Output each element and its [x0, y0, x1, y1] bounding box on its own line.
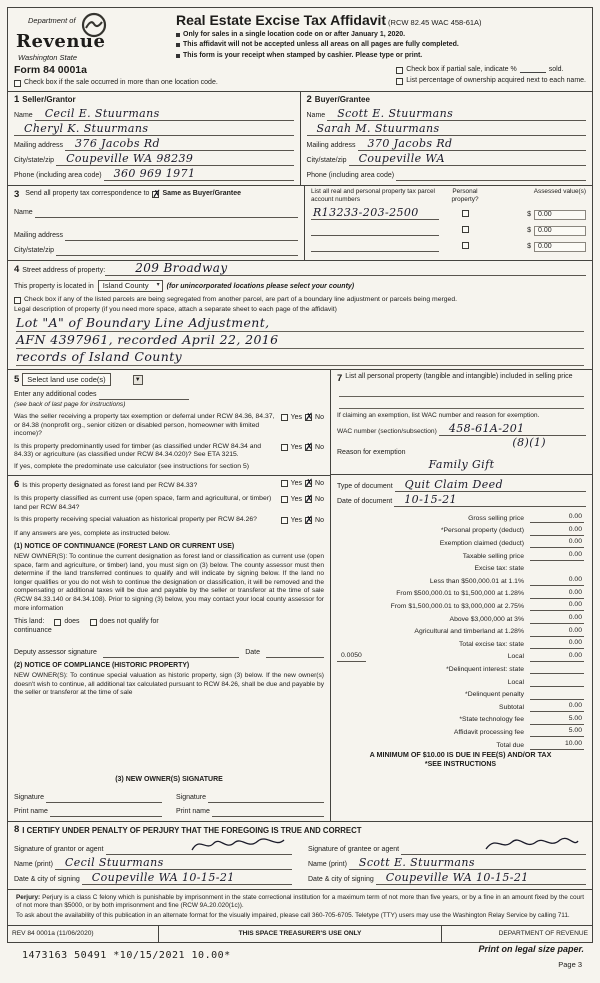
grantee-signature-block — [308, 836, 586, 885]
perjury-lead: Perjury: — [16, 893, 41, 901]
multi-location-checkbox[interactable] — [14, 80, 21, 87]
seller-name-1: Cecil E. Stuurmans — [44, 106, 160, 120]
buyer-name-label: Name — [306, 111, 326, 119]
affidavit-form — [7, 7, 593, 943]
assessed-value-header: Assessed value(s) — [533, 187, 586, 195]
grantee-signature-label: Signature of grantee or agent — [308, 845, 400, 853]
does-checkbox[interactable] — [54, 619, 61, 626]
parcel-row — [311, 223, 586, 236]
page-number: Page 3 — [558, 960, 582, 969]
type-of-document-value: Quit Claim Deed — [404, 477, 504, 491]
same-as-buyer-checkbox[interactable] — [152, 191, 159, 198]
header-note-2: This affidavit will not be accepted unless all areas on all pages are fully completed. — [183, 41, 459, 49]
tax-row — [337, 588, 584, 599]
if-yes-note: If any answers are yes, complete as instructed below. — [14, 529, 171, 537]
tax-amount-field[interactable] — [530, 677, 584, 687]
header-note-3: This form is your receipt when stamped by cashier. Please type or print. — [183, 51, 423, 59]
notice-1-title: (1) NOTICE OF CONTINUANCE (FOREST LAND OR CURRENT USE) — [14, 542, 235, 550]
tax-amount-field[interactable] — [530, 690, 584, 700]
parcel-number-field[interactable] — [311, 205, 439, 220]
parcel-number-field-3[interactable] — [311, 240, 439, 252]
grantor-signature-label: Signature of grantor or agent — [14, 845, 104, 853]
tax-amount-field[interactable]: 5.00 — [530, 727, 584, 737]
correspondence-parcel-section — [8, 185, 592, 260]
forest-q1-no-checkbox[interactable] — [305, 480, 312, 487]
tax-amount-field[interactable]: 0.00 — [530, 639, 584, 649]
seller-city-label: City/state/zip — [14, 156, 55, 164]
tax-row — [337, 714, 584, 725]
section-4-number: 4 — [14, 263, 20, 275]
street-address-value: 209 Broadway — [135, 260, 228, 275]
partial-sale-percent-field[interactable] — [520, 67, 546, 73]
certification-section — [8, 821, 592, 889]
tax-row-label: From $500,000.01 to $1,500,000 at 1.28% — [396, 590, 524, 598]
corr-mailing-label: Mailing address — [14, 231, 64, 239]
cashier-stamp: 1473163 50491 *10/15/2021 10.00* — [22, 950, 231, 961]
wac-number-label: WAC number (section/subsection) — [337, 427, 437, 435]
tax-amount-field[interactable]: 0.00 — [530, 576, 584, 586]
land-use-section — [8, 370, 330, 476]
this-land-label: This land: — [14, 618, 45, 626]
grantee-printname-value: Scott E. Stuurmans — [358, 855, 475, 869]
tax-amount-field[interactable]: 0.00 — [530, 538, 584, 548]
tax-row — [337, 726, 584, 737]
tax-amount-field[interactable]: 0.00 — [530, 589, 584, 599]
tax-computation-table — [331, 509, 592, 772]
seller-mailing-field[interactable] — [65, 136, 293, 151]
grantor-date-label: Date & city of signing — [14, 875, 80, 883]
parcel-list-header: List all real and personal property tax parcel account numbers — [311, 187, 435, 203]
personal-property-checkbox-1[interactable] — [462, 210, 469, 217]
seller-phone-value: 360 969 1971 — [113, 166, 196, 180]
section-6-number: 6 — [14, 479, 20, 491]
does-label: does — [64, 618, 80, 626]
does-not-label: does not qualify for — [99, 618, 159, 626]
landuse-q2-yes-checkbox[interactable] — [281, 444, 288, 451]
parcel-row — [311, 207, 586, 220]
forest-q1-yes-checkbox[interactable] — [281, 480, 288, 487]
reason-exemption-value: Family Gift — [428, 457, 495, 471]
assessed-value-field-1[interactable]: 0.00 — [534, 210, 586, 220]
legal-description-line-3[interactable] — [16, 349, 584, 366]
treasurer-use-label: THIS SPACE TREASURER'S USE ONLY — [158, 926, 442, 942]
forest-question-2: Is this property classified as current use (open space, farm and agricultural, or timber) land per RCW 84.34? — [14, 495, 272, 511]
tax-row-label: Total excise tax: state — [459, 640, 524, 648]
landuse-question-1: Was the seller receiving a property tax exemption or deferral under RCW 84.36, 84.37, or 84.38 (nonprofit org., senior citizen or disabled person, homeowner with limited income)? — [14, 413, 275, 438]
left-column — [8, 370, 330, 821]
local-rate-field[interactable]: 0.0050 — [337, 652, 366, 662]
tax-row-label: Above $3,000,000 at 3% — [449, 615, 524, 623]
corr-name-label: Name — [14, 208, 33, 216]
form-number: Form 84 0001a — [14, 63, 87, 76]
tax-row — [337, 613, 584, 624]
print-legal-note: Print on legal size paper. — [478, 944, 584, 954]
additional-codes-label: Enter any additional codes — [14, 391, 97, 399]
yes-label: Yes — [290, 496, 303, 504]
rev-number: REV 84 0001a (11/06/2020) — [12, 929, 94, 937]
grantor-signature-field[interactable] — [106, 843, 292, 855]
additional-codes-field[interactable] — [99, 388, 189, 400]
grantor-printname-field[interactable] — [55, 855, 292, 870]
continuance-label: continuance — [14, 626, 52, 634]
grantor-signature-icon — [190, 834, 286, 854]
forest-q2-yes-checkbox[interactable] — [281, 496, 288, 503]
same-as-buyer-label: Same as Buyer/Grantee — [162, 190, 242, 198]
forest-land-section — [8, 475, 330, 820]
partial-sale-label: Check box if partial sale, indicate % — [406, 65, 517, 73]
personal-property-line-2[interactable] — [339, 397, 584, 409]
buyer-city-label: City/state/zip — [306, 156, 347, 164]
grantor-printname-label: Name (print) — [14, 860, 53, 868]
type-of-document-label: Type of document — [337, 482, 393, 490]
buyer-title: Buyer/Grantee — [314, 94, 370, 104]
tax-row-label: Affidavit processing fee — [453, 728, 524, 736]
tax-row-label: *Delinquent penalty — [465, 691, 524, 699]
new-owner-printname-label-2: Print name — [176, 808, 210, 816]
tax-amount-field[interactable]: 0.00 — [530, 702, 584, 712]
dollar-sign: $ — [527, 226, 531, 234]
personal-property-section — [331, 370, 592, 474]
tax-row — [337, 563, 584, 574]
dollar-sign: $ — [527, 242, 531, 250]
buyer-mailing-label: Mailing address — [306, 141, 356, 149]
buyer-name-1: Scott E. Stuurmans — [337, 106, 454, 120]
tax-row — [337, 739, 584, 750]
tax-amount-spacer — [530, 564, 584, 574]
accessibility-note: To ask about the availability of this publication in an alternate format for the visually impaired, please call 360-705-6705. Teletype (TTY) users may use the Washington Relay Service by calling 711. — [16, 911, 570, 919]
tax-row-local — [337, 651, 584, 662]
seller-phone-field[interactable] — [104, 166, 294, 181]
document-info-block — [331, 474, 592, 509]
section-5-number: 5 — [14, 373, 20, 385]
tax-amount-field[interactable]: 0.00 — [530, 614, 584, 624]
correspondence-label: Send all property tax correspondence to — [25, 190, 150, 198]
tax-amount-field[interactable]: 0.00 — [530, 627, 584, 637]
tax-amount-field[interactable]: 0.00 — [530, 601, 584, 611]
no-label: No — [315, 443, 324, 451]
parcel-number-field-2[interactable] — [311, 224, 439, 236]
new-owner-signature-field-2[interactable] — [208, 791, 324, 803]
grantee-date-value: Coupeville WA 10-15-21 — [385, 870, 529, 884]
grantee-date-field[interactable] — [376, 870, 586, 885]
title-block — [172, 12, 586, 62]
seller-phone-label: Phone (including area code) — [14, 171, 102, 179]
property-section — [8, 260, 592, 369]
forest-q3-no-checkbox[interactable] — [305, 517, 312, 524]
logo-revenue-text: Revenue — [16, 31, 106, 52]
tax-amount-field[interactable]: 0.00 — [530, 551, 584, 561]
legal-description-text-2: AFN 4397961, recorded April 22, 2016 — [16, 332, 279, 348]
header-note-1: Only for sales in a single location code on or after January 1, 2020. — [183, 31, 406, 38]
personal-property-header: Personal property? — [451, 187, 479, 203]
no-label: No — [315, 480, 324, 488]
tax-row-label: Less than $500,000.01 at 1.1% — [429, 577, 524, 585]
buyer-name-field-2[interactable] — [307, 121, 587, 136]
county-note: (for unincorporated locations please select your county) — [166, 283, 355, 291]
land-use-select[interactable]: Select land use code(s) — [22, 373, 110, 386]
tax-amount-field[interactable]: 0.00 — [530, 526, 584, 536]
forest-q2-no-checkbox[interactable] — [305, 496, 312, 503]
does-not-checkbox[interactable] — [90, 619, 97, 626]
tax-row — [337, 575, 584, 586]
wac-subsection-value: (8)(1) — [512, 435, 546, 449]
forest-q3-yes-checkbox[interactable] — [281, 517, 288, 524]
bullet-icon — [176, 54, 180, 58]
see-back-note: (see back of last page for instructions) — [14, 401, 126, 409]
exemption-note: If claiming an exemption, list WAC number and reason for exemption. — [337, 411, 540, 419]
legal-description-text-3: records of Island County — [16, 349, 183, 365]
dollar-sign: $ — [527, 210, 531, 218]
parcel-row — [311, 239, 586, 252]
correspondence-column — [8, 186, 304, 260]
tax-row — [337, 600, 584, 611]
tax-row-label: *State technology fee — [459, 716, 524, 724]
seller-column — [8, 92, 300, 185]
tax-row — [337, 525, 584, 536]
legal-description-line-1[interactable] — [16, 315, 584, 332]
segregated-checkbox[interactable] — [14, 297, 21, 304]
new-owner-printname-field-1[interactable] — [50, 805, 162, 817]
no-label: No — [315, 414, 324, 422]
tax-row — [337, 701, 584, 712]
wac-number-value: 458-61A-201 — [448, 422, 525, 436]
personal-property-line-1[interactable] — [339, 385, 584, 397]
perjury-text: Perjury is a class C felony which is punishable by imprisonment in the state correctional institution for a maximum term of not more than five years, or by a fine in an amount fixed by the court of not more than $5000, or by both imprisonment and fine (RCW 9A.20.020(1c)). — [16, 893, 584, 909]
form-number-block — [14, 64, 218, 88]
parcel-column — [304, 186, 592, 260]
dor-logo — [14, 12, 172, 62]
logo-dept-line: Department of — [28, 16, 76, 25]
section-1-number: 1 — [14, 93, 20, 105]
personal-property-header: List all personal property (tangible and intangible) included in selling price — [345, 372, 573, 380]
notice-2-title: (2) NOTICE OF COMPLIANCE (HISTORIC PROPERTY) — [14, 661, 190, 669]
grantor-date-field[interactable] — [82, 870, 292, 885]
seller-mailing-value: 376 Jacobs Rd — [75, 136, 160, 150]
minimum-due-note: A MINIMUM OF $10.00 IS DUE IN FEE(S) AND/OR TAX — [369, 749, 552, 759]
buyer-name-field[interactable] — [327, 106, 586, 121]
tax-row-label: From $1,500,000.01 to $3,000,000 at 2.75% — [390, 602, 524, 610]
assessed-value-field-3[interactable]: 0.00 — [534, 242, 586, 252]
partial-sale-checkbox[interactable] — [396, 67, 403, 74]
grantee-signature-icon — [484, 834, 580, 854]
new-owner-printname-label-1: Print name — [14, 808, 48, 816]
street-address-label: Street address of property: — [22, 266, 106, 274]
tax-row-label: Exemption claimed (deduct) — [439, 540, 524, 547]
section-3-number: 3 — [14, 188, 20, 200]
partial-sale-label-suffix: sold. — [548, 65, 564, 73]
form-header — [8, 8, 592, 64]
new-owner-printname-field-2[interactable] — [212, 805, 324, 817]
bullet-icon — [176, 43, 180, 47]
right-column — [330, 370, 592, 821]
tax-row-label: *Personal property (deduct) — [440, 527, 524, 535]
buyer-phone-label: Phone (including area code) — [306, 171, 395, 179]
footer-bar — [8, 925, 592, 942]
tax-amount-field[interactable]: 5.00 — [530, 715, 584, 725]
multi-location-label: Check box if the sale occurred in more than one location code. — [24, 79, 218, 86]
parcel-number-value: R13233-203-2500 — [313, 205, 419, 219]
seller-name-label: Name — [14, 111, 33, 119]
landuse-q1-no-checkbox[interactable] — [305, 414, 312, 421]
seller-mailing-label: Mailing address — [14, 141, 64, 149]
seller-name-2: Cheryl K. Stuurmans — [24, 121, 149, 135]
tax-row-label: Subtotal — [499, 703, 524, 711]
tax-row-label: Taxable selling price — [462, 552, 524, 560]
corr-city-label: City/state/zip — [14, 246, 55, 254]
deputy-date-field[interactable] — [266, 647, 324, 658]
landuse-question-2: Is this property predominantly used for timber (as classified under RCW 84.34 and 84.33) or agriculture (as classified under RCW 84.34.020)? See ETA 3215. — [14, 442, 262, 459]
section-7-number: 7 — [337, 372, 343, 384]
corr-name-field[interactable] — [35, 206, 298, 218]
tax-row-label: Total due — [496, 741, 524, 749]
see-instructions-note: *SEE INSTRUCTIONS — [424, 760, 497, 768]
forest-question-1: Is this property designated as forest land per RCW 84.33? — [22, 482, 198, 490]
tax-row — [337, 689, 584, 700]
tax-row — [337, 663, 584, 674]
tax-row — [337, 550, 584, 561]
deputy-signature-label: Deputy assessor signature — [14, 648, 97, 656]
seller-buyer-section — [8, 91, 592, 185]
seller-name-field-2[interactable] — [14, 121, 294, 136]
tax-row-label: Agricultural and timberland at 1.28% — [414, 628, 524, 636]
grantor-printname-value: Cecil Stuurmans — [64, 855, 164, 869]
buyer-city-value: Coupeville WA — [358, 151, 445, 165]
seller-name-field[interactable] — [35, 106, 294, 121]
tax-row — [337, 512, 584, 523]
no-label: No — [315, 496, 324, 504]
bullet-icon — [176, 33, 180, 37]
reason-exemption-field[interactable] — [337, 458, 586, 472]
grantee-printname-label: Name (print) — [308, 860, 347, 868]
no-label: No — [315, 517, 324, 525]
street-address-field[interactable] — [105, 260, 586, 276]
grantor-date-value: Coupeville WA 10-15-21 — [91, 870, 235, 884]
partial-sale-block — [396, 64, 586, 88]
date-of-document-field[interactable] — [394, 492, 586, 507]
ownership-percent-label: List percentage of ownership acquired next to each name. — [406, 76, 586, 84]
corr-city-field[interactable] — [56, 244, 298, 256]
notice-1-text: NEW OWNER(S): To continue the current designation as forest land or classification as current use (open space, farm and agriculture, or timber) land, you must sign on (3) below. The county assessor must then determine if the land transferred continues to qualify and will indicate by signing below. If the land no longer qualifies or you do not wish to continue the designation or classification, it will be removed and the compensating or additional taxes will be due and payable by the seller or transferor at the time of sale (RCW 84.33.140 or 84.34.108). Prior to signing (3) below, you may contact your local county assessor for more information — [14, 553, 324, 612]
grantee-printname-field[interactable] — [349, 855, 586, 870]
corr-mailing-field[interactable] — [65, 229, 298, 241]
type-of-document-field[interactable] — [395, 477, 586, 492]
legal-description-line-2[interactable] — [16, 332, 584, 349]
logo-state-text: Washington State — [18, 52, 78, 62]
ownership-percent-checkbox[interactable] — [396, 78, 403, 85]
landuse-q2-no-checkbox[interactable] — [305, 444, 312, 451]
tax-row-label: Local — [507, 678, 524, 686]
legal-description-label: Legal description of property (if you need more space, attach a separate sheet to each page of the affidavit) — [14, 306, 337, 314]
tax-amount-field[interactable]: 0.00 — [530, 513, 584, 523]
landuse-q1-yes-checkbox[interactable] — [281, 414, 288, 421]
certify-statement: I CERTIFY UNDER PENALTY OF PERJURY THAT THE FOREGOING IS TRUE AND CORRECT — [22, 825, 362, 835]
grantee-signature-field[interactable] — [401, 843, 586, 855]
chevron-down-icon[interactable]: ▼ — [133, 375, 143, 385]
deputy-date-label: Date — [245, 648, 260, 656]
located-in-label: This property is located in — [14, 283, 94, 291]
new-owner-signature-label-1: Signature — [14, 794, 44, 802]
yes-label: Yes — [290, 443, 303, 451]
seller-city-field[interactable] — [56, 151, 293, 166]
tax-row-label: Excise tax: state — [474, 565, 524, 573]
county-select[interactable]: Island County ▾ — [98, 280, 163, 292]
grantor-signature-block — [14, 836, 292, 885]
form-number-row — [8, 64, 592, 91]
seller-city-value: Coupeville WA 98239 — [66, 151, 194, 165]
tax-row-label: *Delinquent interest: state — [446, 665, 524, 673]
notice-2-text: NEW OWNER(S): To continue special valuation as historic property, sign (3) below. If the new owner(s) doesn't wish to continue, all additional tax calculated pursuant to RCW 84.26, shall be due and payable by the seller or transferor at the time of sale — [14, 672, 324, 697]
department-label: DEPARTMENT OF REVENUE — [498, 929, 588, 937]
tax-row-label: Local — [507, 653, 524, 661]
tax-row — [337, 676, 584, 687]
date-of-document-value: 10-15-21 — [404, 492, 457, 506]
buyer-mailing-field[interactable] — [358, 136, 586, 151]
tax-amount-field[interactable] — [530, 664, 584, 674]
tax-amount-field[interactable]: 0.00 — [530, 652, 584, 662]
tax-row — [337, 537, 584, 548]
tax-row-label: Gross selling price — [468, 514, 524, 522]
yes-label: Yes — [290, 480, 303, 488]
grantee-date-label: Date & city of signing — [308, 875, 374, 883]
buyer-mailing-value: 370 Jacobs Rd — [367, 136, 453, 150]
tax-row — [337, 638, 584, 649]
buyer-phone-field[interactable] — [396, 169, 586, 181]
perjury-notice — [8, 889, 592, 925]
segregated-label: Check box if any of the listed parcels are being segregated from another parcel, are part of a boundary line adjustment or parcels being merged. — [24, 295, 457, 303]
section-8-number: 8 — [14, 823, 20, 835]
assessed-value-field-2[interactable]: 0.00 — [534, 226, 586, 236]
title-rcw-ref: (RCW 82.45 WAC 458-61A) — [388, 18, 482, 27]
yes-label: Yes — [290, 414, 303, 422]
legal-description-text-1: Lot "A" of Boundary Line Adjustment, — [16, 315, 270, 331]
forest-question-3: Is this property receiving special valuation as historical property per RCW 84.26? — [14, 516, 257, 524]
buyer-name-2: Sarah M. Stuurmans — [316, 121, 440, 135]
tax-row — [337, 626, 584, 637]
reason-exemption-label: Reason for exemption — [337, 448, 406, 456]
buyer-column — [300, 92, 593, 185]
middle-section — [8, 369, 592, 821]
section-2-number: 2 — [306, 93, 312, 105]
new-owner-signature-label-2: Signature — [176, 794, 206, 802]
seller-title: Seller/Grantor — [22, 94, 76, 104]
personal-property-checkbox-3[interactable] — [462, 242, 469, 249]
notice-3-title: (3) NEW OWNER(S) SIGNATURE — [115, 776, 223, 784]
buyer-city-field[interactable] — [349, 151, 586, 166]
tax-amount-field[interactable]: 10.00 — [530, 740, 584, 750]
wac-number-field[interactable] — [439, 424, 586, 436]
yes-label: Yes — [290, 517, 303, 525]
new-owner-signature-field-1[interactable] — [46, 791, 162, 803]
page-title: Real Estate Excise Tax Affidavit — [176, 12, 387, 28]
date-of-document-label: Date of document — [337, 497, 393, 505]
predominate-use-note: If yes, complete the predominate use calculator (see instructions for section 5) — [14, 462, 249, 470]
personal-property-checkbox-2[interactable] — [462, 226, 469, 233]
deputy-signature-field[interactable] — [103, 647, 239, 658]
